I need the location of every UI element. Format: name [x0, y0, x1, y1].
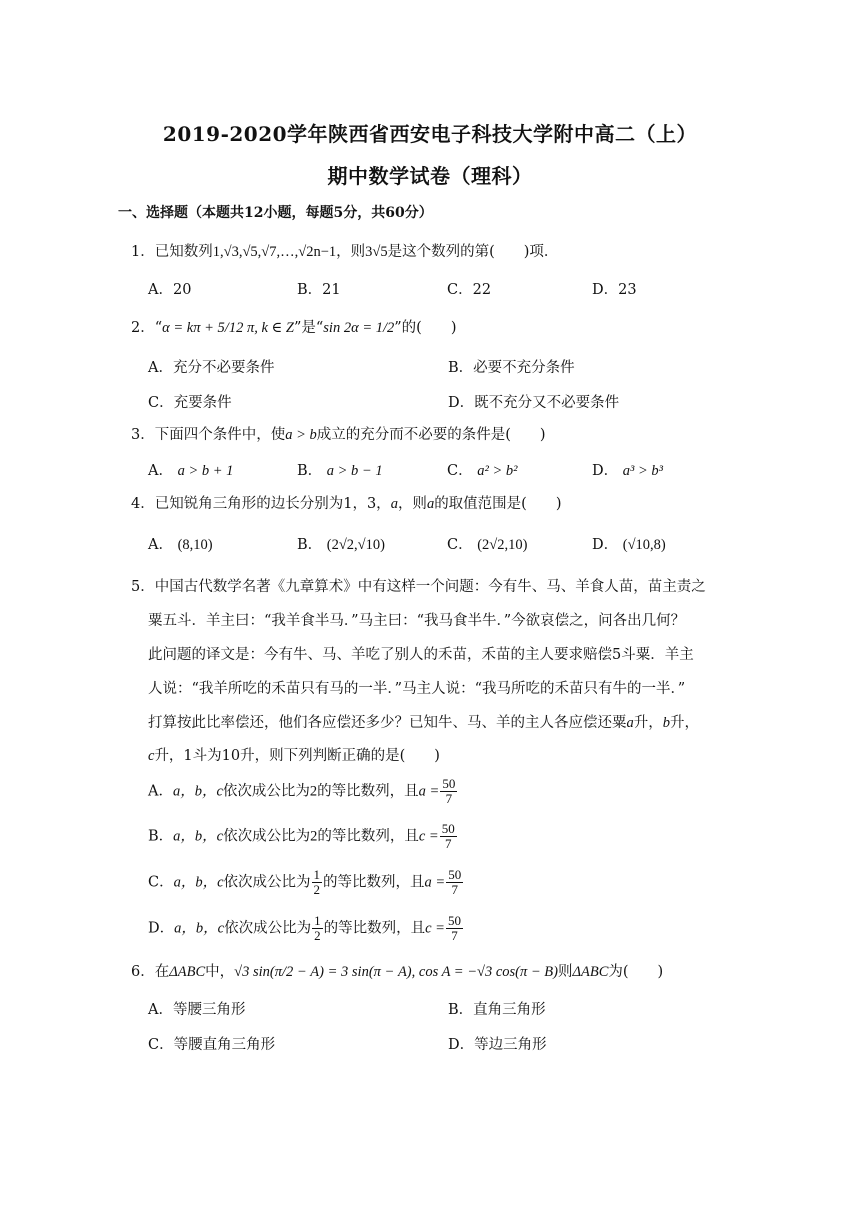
q4-option-a: A． (8,10): [148, 537, 213, 553]
q5-option-d: D．a，b，c依次成公比为 $\frac{1}{2}$ 的等比数列，且c = $\frac{50}{7}$: [148, 913, 461, 943]
question-3: 3．下面四个条件中，使a > b成立的充分而不必要的条件是( ): [131, 427, 546, 443]
question-6: 6．在ΔABC中，√3 sin(π/2 − A) = 3 sin(π − A), cos A = −√3 cos(π − B)则ΔABC为( ): [131, 964, 664, 980]
q2-option-b: B．必要不充分条件: [448, 360, 575, 376]
exam-title-line1: 2019-2020学年陕西省西安电子科技大学附中高二（上）: [162, 122, 698, 146]
q3-option-b: B． a > b − 1: [297, 463, 383, 479]
q4-option-c: C． (2√2,10): [447, 537, 528, 553]
q3-option-d: D． a³ > b³: [592, 463, 663, 479]
q1-option-b: B．21: [297, 282, 341, 298]
question-5-line-2: 粟五斗．羊主曰：“我羊食半马．”马主曰：“我马食半牛．”今欲哀偿之，问各出几何？: [148, 613, 686, 629]
exam-title-line2: 期中数学试卷（理科）: [327, 164, 533, 188]
q5-option-b: B．a，b，c依次成公比为2的等比数列，且c = $\frac{50}{7}$: [148, 821, 455, 851]
q4-option-d: D． (√10,8): [592, 537, 666, 553]
q2-condition-2: sin 2α = 1/2: [323, 320, 395, 336]
q6-option-c: C．等腰直角三角形: [148, 1037, 276, 1053]
q6-option-a: A．等腰三角形: [148, 1002, 246, 1018]
q1-option-c: C．22: [447, 282, 492, 298]
q2-option-d: D．既不充分又不必要条件: [448, 395, 620, 411]
q1-option-d: D．23: [592, 282, 637, 298]
question-5-line-1: 5．中国古代数学名著《九章算术》中有这样一个问题：今有牛、马、羊食人苗，苗主责之: [131, 579, 706, 595]
q6-option-d: D．等边三角形: [448, 1037, 547, 1053]
q3-option-c: C． a² > b²: [447, 463, 518, 479]
q1-term: 3√5: [365, 244, 388, 260]
question-5-line-4: 人说：“我羊所吃的禾苗只有马的一半．”马主人说：“我马所吃的禾苗只有牛的一半．”: [148, 681, 686, 697]
question-4: 4．已知锐角三角形的边长分别为1，3，a，则a的取值范围是( ): [131, 496, 562, 512]
q2-option-c: C．充要条件: [148, 395, 232, 411]
question-5-line-5: 打算按此比率偿还，他们各应偿还多少？已知牛、马、羊的主人各应偿还粟a升，b升，: [148, 715, 699, 731]
q5-option-a: A．a，b，c依次成公比为2的等比数列，且a = $\frac{50}{7}$: [148, 776, 456, 806]
q6-option-b: B．直角三角形: [448, 1002, 546, 1018]
question-1: 1．已知数列1,√3,√5,√7,…,√2n−1，则3√5是这个数列的第( )项．: [131, 244, 559, 260]
question-2: 2．“α = kπ + 5/12 π, k ∈ Z”是“sin 2α = 1/2”的( ): [131, 320, 457, 336]
q3-option-a: A． a > b + 1: [148, 463, 234, 479]
q4-option-b: B． (2√2,√10): [297, 537, 385, 553]
section-heading: 一、选择题（本题共12小题，每题5分，共60分）: [118, 205, 433, 221]
q2-option-a: A．充分不必要条件: [148, 360, 275, 376]
q5-option-c: C．a，b，c依次成公比为 $\frac{1}{2}$ 的等比数列，且a = $\frac{50}{7}$: [148, 867, 462, 897]
q1-option-a: A．20: [148, 282, 192, 298]
question-5-line-3: 此问题的译文是：今有牛、马、羊吃了别人的禾苗，禾苗的主人要求赔偿5斗粟．羊主: [148, 647, 694, 663]
question-5-line-6: c升，1斗为10升，则下列判断正确的是( ): [148, 748, 440, 764]
q6-equation: √3 sin(π/2 − A) = 3 sin(π − A), cos A = −√3 cos(π − B): [234, 964, 558, 980]
q1-sequence: 1,√3,√5,√7,…,√2n−1: [212, 244, 337, 260]
q2-condition-1: α = kπ + 5/12 π, k ∈ Z: [162, 320, 294, 336]
